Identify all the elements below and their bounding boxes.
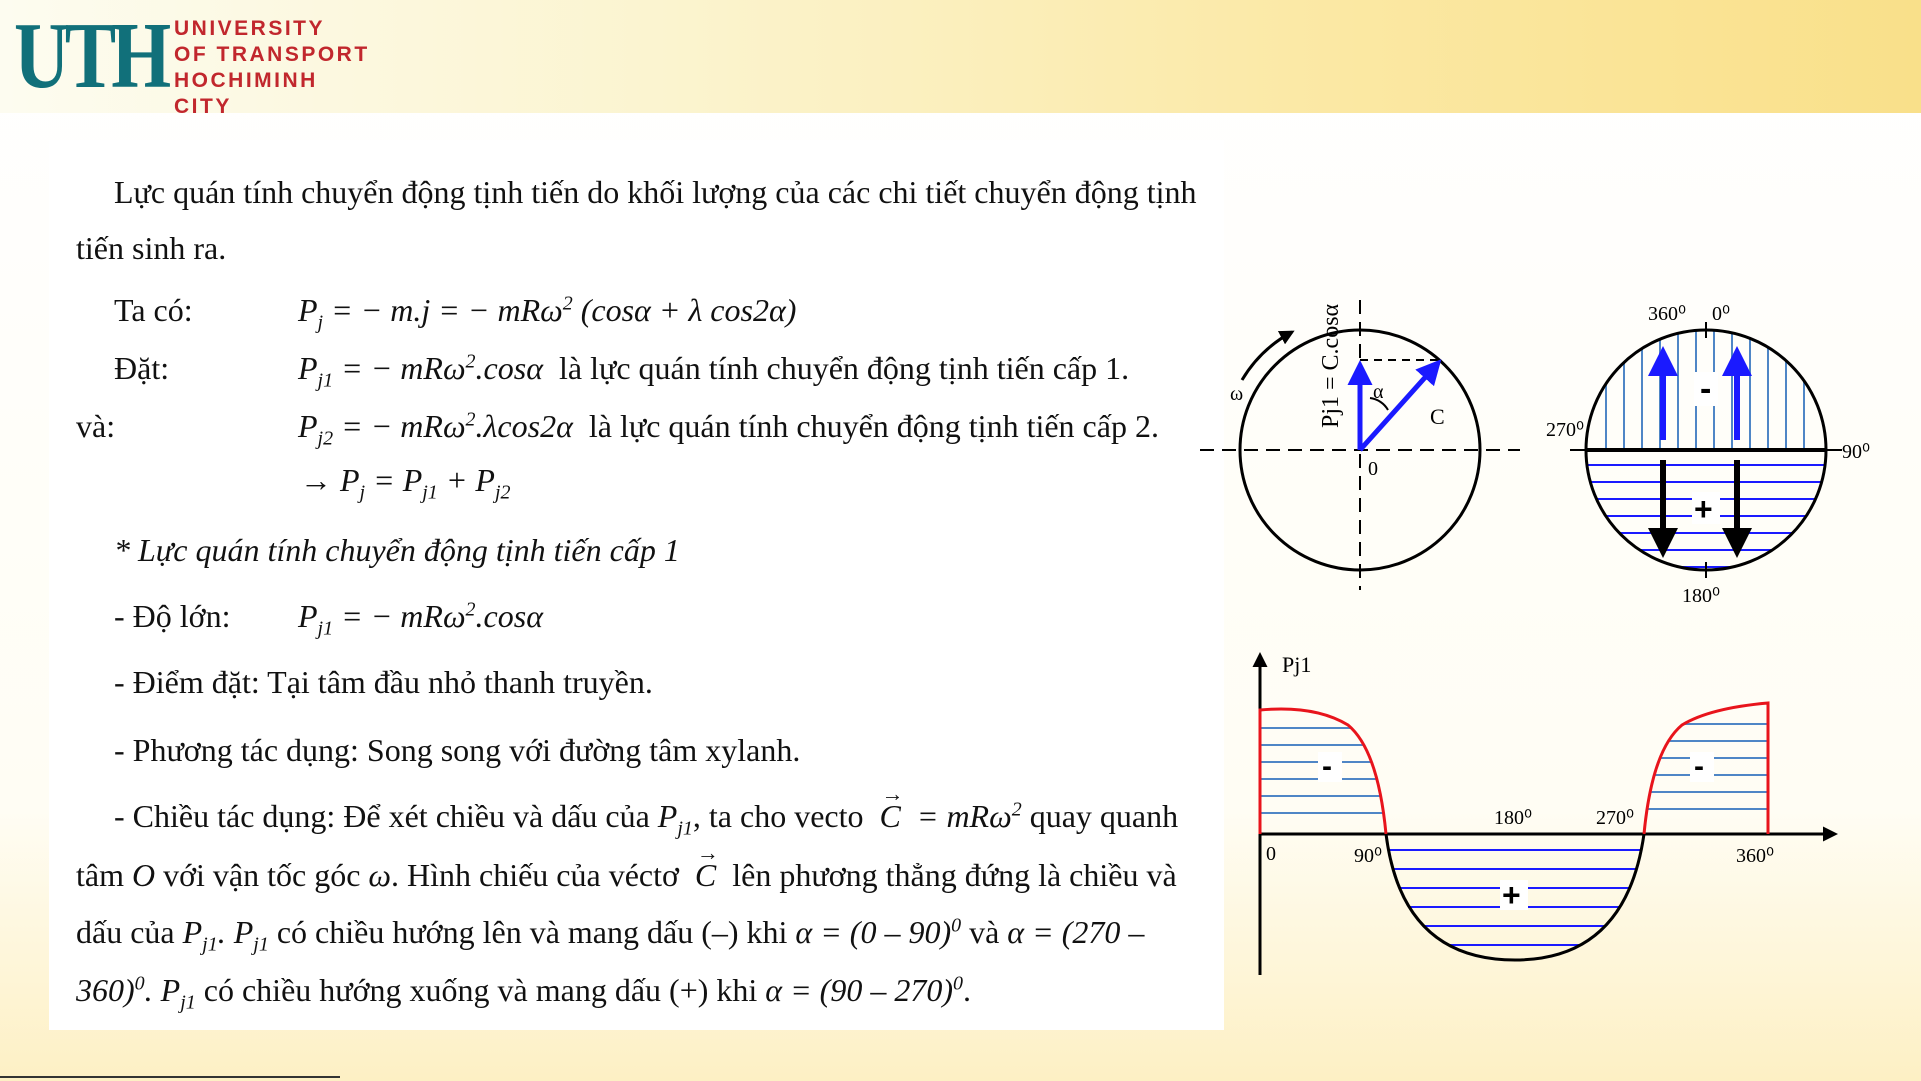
origin-label: 0 [1368,458,1378,480]
graph-minus-left: - [1322,750,1332,783]
inertia-force-diagrams [1200,260,1880,990]
graph-y-label: Pj1 [1282,652,1312,677]
logo-line-2: OF TRANSPORT [174,43,370,66]
label-360: 360⁰ [1648,303,1687,325]
plus-sign: + [1694,491,1713,527]
label-180: 180⁰ [1682,585,1721,607]
vector-c-arrow [1360,363,1438,450]
vector-c-label: C [1430,404,1445,429]
graph-x-0: 0 [1266,843,1276,865]
minus-sign: - [1700,370,1712,408]
logo-mark: UTH [14,4,167,108]
taco-label: Ta có: [114,292,193,328]
intro-line-2: tiến sinh ra. [76,230,227,266]
pj1-description: là lực quán tính chuyển động tịnh tiến cấp 1. [559,350,1130,386]
footer-line [0,1076,340,1078]
logo-line-1: UNIVERSITY [174,17,326,40]
chieu-line-4: 360)$^0$. $P_{j1}$ có chiều hướng xuống và mang dấu (+) khi α = (90 – 270)$^0$. [76,972,971,1014]
section-heading: * Lực quán tính chuyển động tịnh tiến cấp 1 [114,532,680,568]
formula-dolon: $P_{j1}$ = − mRω$^2$.cosα [298,598,543,640]
omega-label: ω [1230,383,1244,405]
sign-circle [1546,303,1870,607]
diemdat-line: - Điểm đặt: Tại tâm đầu nhỏ thanh truyền. [114,664,653,700]
graph-x-360: 360⁰ [1736,845,1775,867]
label-0: 0⁰ [1712,303,1731,325]
rotation-circle [1200,300,1520,590]
alpha-label: α [1373,381,1384,403]
logo-text [174,16,374,120]
label-90: 90⁰ [1842,441,1871,463]
graph-minus-right: - [1694,750,1704,783]
dolon-label: - Độ lớn: [114,598,231,634]
va-label: và: [76,408,116,444]
graph-x-90: 90⁰ [1354,845,1383,867]
chieu-line-3: dấu của $P_{j1}$. $P_{j1}$ có chiều hướng lên và mang dấu (–) khi α = (0 – 90)$^0$ và α = (270 – [76,914,1145,956]
logo-line-3: HOCHIMINH CITY [174,69,318,118]
university-logo [14,4,374,118]
formula-sum: → $P_j = P_{j1} + P_{j2}$ [300,462,511,504]
slide-content-panel [49,140,1224,1030]
graph-plus: + [1502,877,1521,913]
pj2-description: là lực quán tính chuyển động tịnh tiến cấp 2. [588,408,1159,444]
formula-pj1-line: $P_{j1}$ = − mRω$^2$.cosα là lực quán tính chuyển động tịnh tiến cấp 1. [298,350,1130,392]
projection-label: Pj1 = C.cosα [1318,303,1344,428]
formula-pj: $P_j$ = − m.j = − mRω$^2$ (cosα + λ cos2α) [298,292,797,334]
dat-label: Đặt: [114,350,170,386]
formula-pj2-line: $P_{j2}$ = − mRω$^2$.λcos2α là lực quán tính chuyển động tịnh tiến cấp 2. [298,408,1159,450]
chieu-line-1: - Chiều tác dụng: Để xét chiều và dấu của $P_{j1}$, ta cho vecto → C = mRω$^2$ quay quanh [114,796,1178,836]
phuong-line: - Phương tác dụng: Song song với đường tâm xylanh. [114,732,801,768]
chieu-line-2: tâm O với vận tốc góc ω. Hình chiếu của véctơ → C lên phương thẳng đứng là chiều và [76,855,1177,895]
graph-x-270: 270⁰ [1596,807,1635,829]
label-270: 270⁰ [1546,419,1585,441]
pj1-graph [1260,652,1835,975]
header-bar [0,0,1921,118]
intro-line-1: Lực quán tính chuyển động tịnh tiến do khối lượng của các chi tiết chuyển động tịnh [114,174,1197,210]
graph-x-180: 180⁰ [1494,807,1533,829]
sign-hatching [1586,320,1826,567]
